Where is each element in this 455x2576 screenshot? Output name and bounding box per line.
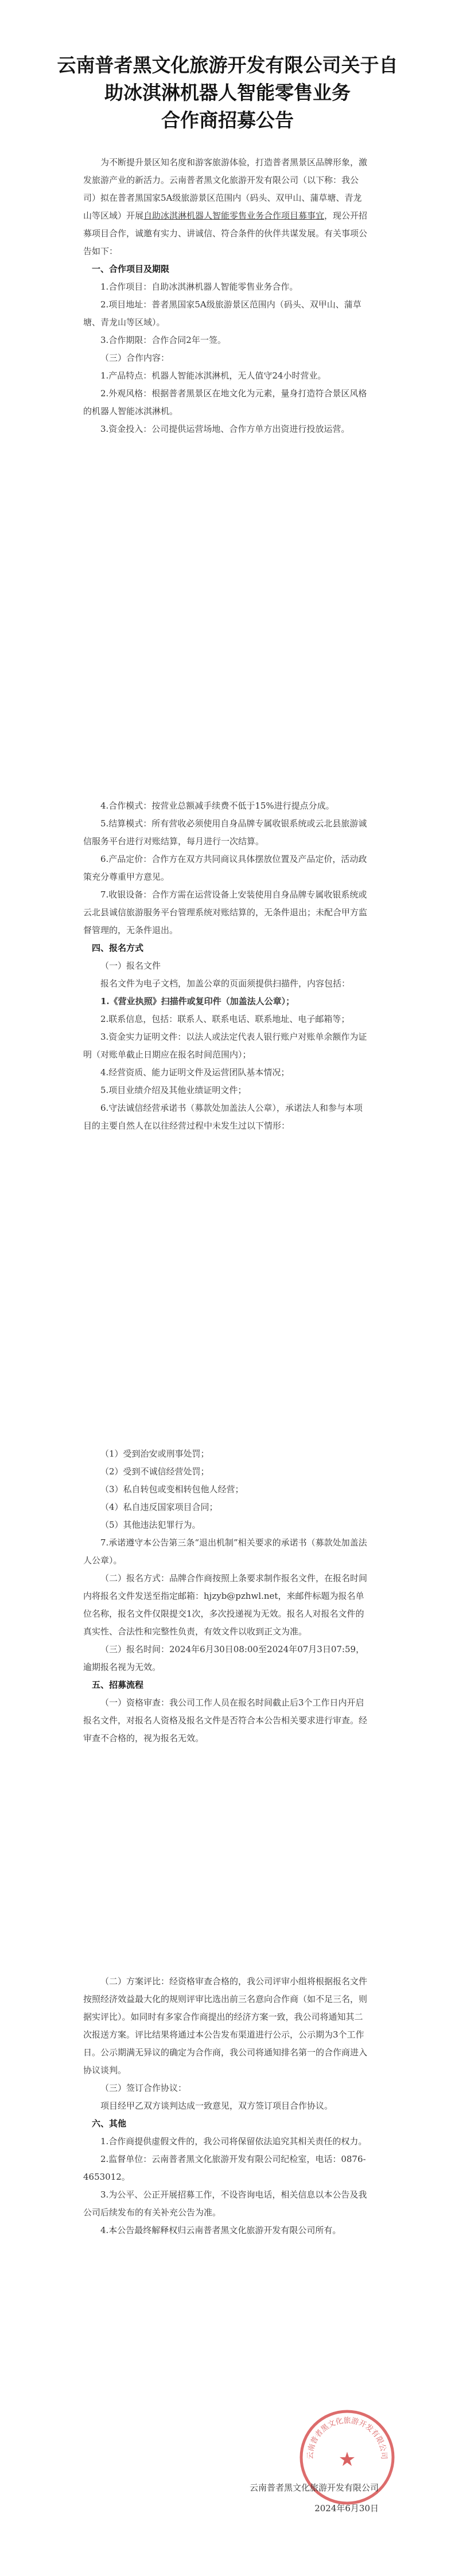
section-4-heading: 四、报名方式: [92, 943, 144, 953]
content-item-6: 6.产品定价：合作方在双方共同商议具体摆放位置及产品定价，活动政策充分尊重甲方意见。: [83, 854, 367, 882]
section-5-heading: 五、招募流程: [92, 1680, 144, 1690]
email-link[interactable]: hjzyb@pzhwl.net: [204, 1591, 278, 1601]
required-item-3: 3.资金实力证明文件：以法人或法定代表人银行账户对账单余额作为证明（对账单截止日期应在报名时间范围内）；: [83, 1032, 367, 1060]
plan-evaluation: （二）方案评比：经资格审查合格的，我公司评审小组将根据报名文件按照经济效益最大化的规则评审比选出前三名意向合作商（如不足三名，则据实评比）。如同时有多家合作商提出的经济方案一致，我公司将通知其二次报送方案。评比结果将通过本公告发布渠道进行公示，公示期为3个工作日。公示期满无异议的确定为合作商，我公司将通知排名第一的合作商进入协议谈判。: [83, 1976, 368, 2075]
content-item-2: 2.外观风格：根据普者黑景区在地文化为元素，量身打造符合景区风格的机器人智能冰淇淋机。: [83, 388, 367, 416]
other-item-4: 4.本公告最终解释权归云南普者黑文化旅游开发有限公司所有。: [100, 2225, 341, 2235]
section-3-heading: （三）合作内容：: [100, 353, 170, 363]
content-item-3: 3.资金投入：公司提供运营场地、合作方单方出资进行投放运营。: [100, 424, 350, 434]
content-block-2: [83, 797, 370, 1135]
content-item-7: 7.收银设备：合作方需在运营设备上安装使用自身品牌专属收银系统或云北县诚信旅游服务平台管理系统对账结算的，无条件退出；未配合甲方监督管理的，无条件退出。: [83, 889, 368, 935]
title-line-1: 云南普者黑文化旅游开发有限公司关于自: [57, 54, 398, 76]
section-1-item-3: 3.合作期限：合作合同2年一签。: [100, 335, 226, 345]
signature-company: 云南普者黑文化旅游开发有限公司: [249, 2483, 379, 2493]
intro-paragraph: 为不断提升景区知名度和游客旅游体验，打造普者黑景区品牌形象，激发旅游产业的新活力。云南普者黑文化旅游开发有限公司（以下称：我公司）拟在普者黑国家5A级旅游景区范围内（码头、双甲山、蒲草塘、青龙山等区域）开展自助冰淇淋机器人智能零售业务合作项目募事宜，现公开招募项目合作，诚邀有实力、讲诚信、符合条件的伙伴共谋发展。有关事项公告如下：: [83, 157, 368, 256]
required-item-7: 7.承诺遵守本公告第三条“退出机制”相关要求的承诺书（募款处加盖法人公章）。: [83, 1537, 367, 1566]
case-1: （1）受到治安或刑事处罚；: [100, 1449, 209, 1459]
content-item-5: 5.结算模式：所有营收必须使用自身品牌专属收银系统或云北县旅游诚信服务平台进行对账结算，每月进行一次结算。: [83, 818, 367, 846]
section-4-intro: 报名文件为电子文档，加盖公章的页面须提供扫描件，内容包括：: [100, 978, 351, 989]
sign-agreement-text: 项目经甲乙双方谈判达成一致意见，双方签订项目合作协议。: [100, 2101, 333, 2111]
required-item-6: 6.守法诚信经营承诺书（募款处加盖法人公章），承诺法人和参与本项目的主要自然人在以往经营过程中未发生过以下情形：: [83, 1103, 363, 1131]
section-6-heading: 六、其他: [92, 2118, 127, 2129]
section-1-heading: 一、合作项目及期限: [92, 264, 170, 274]
required-item-1: 1.《营业执照》扫描件或复印件（加盖法人公章）；: [100, 996, 295, 1006]
required-item-5: 5.项目业绩介绍及其他业绩证明文件；: [100, 1085, 247, 1095]
content-item-1: 1.产品特点：机器人智能冰淇淋机，无人值守24小时营业。: [100, 370, 326, 381]
svg-text:云南普者黑文化旅游开发有限公司: 云南普者黑文化旅游开发有限公司: [306, 2417, 388, 2460]
content-block-3: [83, 1445, 370, 1747]
case-3: （3）私自转包或变相转包他人经营；: [100, 1484, 244, 1494]
other-item-1: 1.合作商提供虚假文件的，我公司将保留依法追究其相关责任的权力。: [100, 2136, 367, 2146]
apply-time: （三）报名时间：2024年6月30日08:00至2024年07月3日07:59，逾期报名视为无效。: [83, 1644, 365, 1672]
case-4: （4）私自违反国家项目合同；: [100, 1502, 218, 1512]
signature-date: 2024年6月30日: [314, 2503, 379, 2513]
required-item-2: 2.联系信息，包括：联系人、联系电话、联系地址、电子邮箱等；: [100, 1014, 350, 1024]
notice-title: [0, 52, 455, 134]
qualification-review: （一）资格审查：我公司工作人员在报名时间截止后3个工作日内开启报名文件，对报名人资格及报名文件是否符合本公告相关要求进行审查。经审查不合格的，视为报名无效。: [83, 1697, 368, 1743]
section-1-item-1: 1.合作项目：自助冰淇淋机器人智能零售业务合作。: [100, 282, 298, 292]
intro-block: [83, 154, 370, 438]
section-1-item-2: 2.项目地址：普者黑国家5A级旅游景区范围内（码头、双甲山、蒲草塘、青龙山等区域）。: [83, 299, 361, 327]
content-block-4: [83, 1973, 370, 2239]
required-item-4: 4.经营资质、能力证明文件及运营团队基本情况；: [100, 1067, 290, 1078]
signature-block: [172, 2477, 379, 2519]
other-item-2: 2.监督单位：云南普者黑文化旅游开发有限公司纪检室，电话：0876-4653012。: [83, 2154, 366, 2182]
apply-method: （二）报名方式：品牌合作商按照上条要求制作报名文件，在报名时间内将报名文件发送至指定邮箱：hjzyb@pzhwl.net，来邮件标题为报名单位名称，报名文件仅限提交1次，多次投递视为无效。报名人对报名文件的真实性、合法性和完整性负责，有效文件以收到正文为准。: [83, 1573, 368, 1637]
section-4-sub-1: （一）报名文件: [100, 961, 161, 971]
sign-agreement-heading: （三）签订合作协议：: [100, 2083, 187, 2093]
title-line-2: 助冰淇淋机器人智能零售业务: [104, 81, 351, 104]
case-2: （2）受到不诚信经营处罚；: [100, 1466, 209, 1477]
svg-text:★: ★: [338, 2448, 356, 2471]
other-item-3: 3.为公平、公正开展招募工作，不设咨询电话，相关信息以本公告及我公司后续发布的有关补充公告为准。: [83, 2189, 367, 2218]
project-link-text: 自助冰淇淋机器人智能零售业务合作项目募事宜: [143, 210, 325, 221]
content-item-4: 4.合作模式：按营业总额减手续费不低于15%进行提点分成。: [100, 801, 335, 811]
title-line-3: 合作商招募公告: [161, 109, 294, 131]
case-5: （5）其他违法犯罪行为。: [100, 1520, 201, 1530]
